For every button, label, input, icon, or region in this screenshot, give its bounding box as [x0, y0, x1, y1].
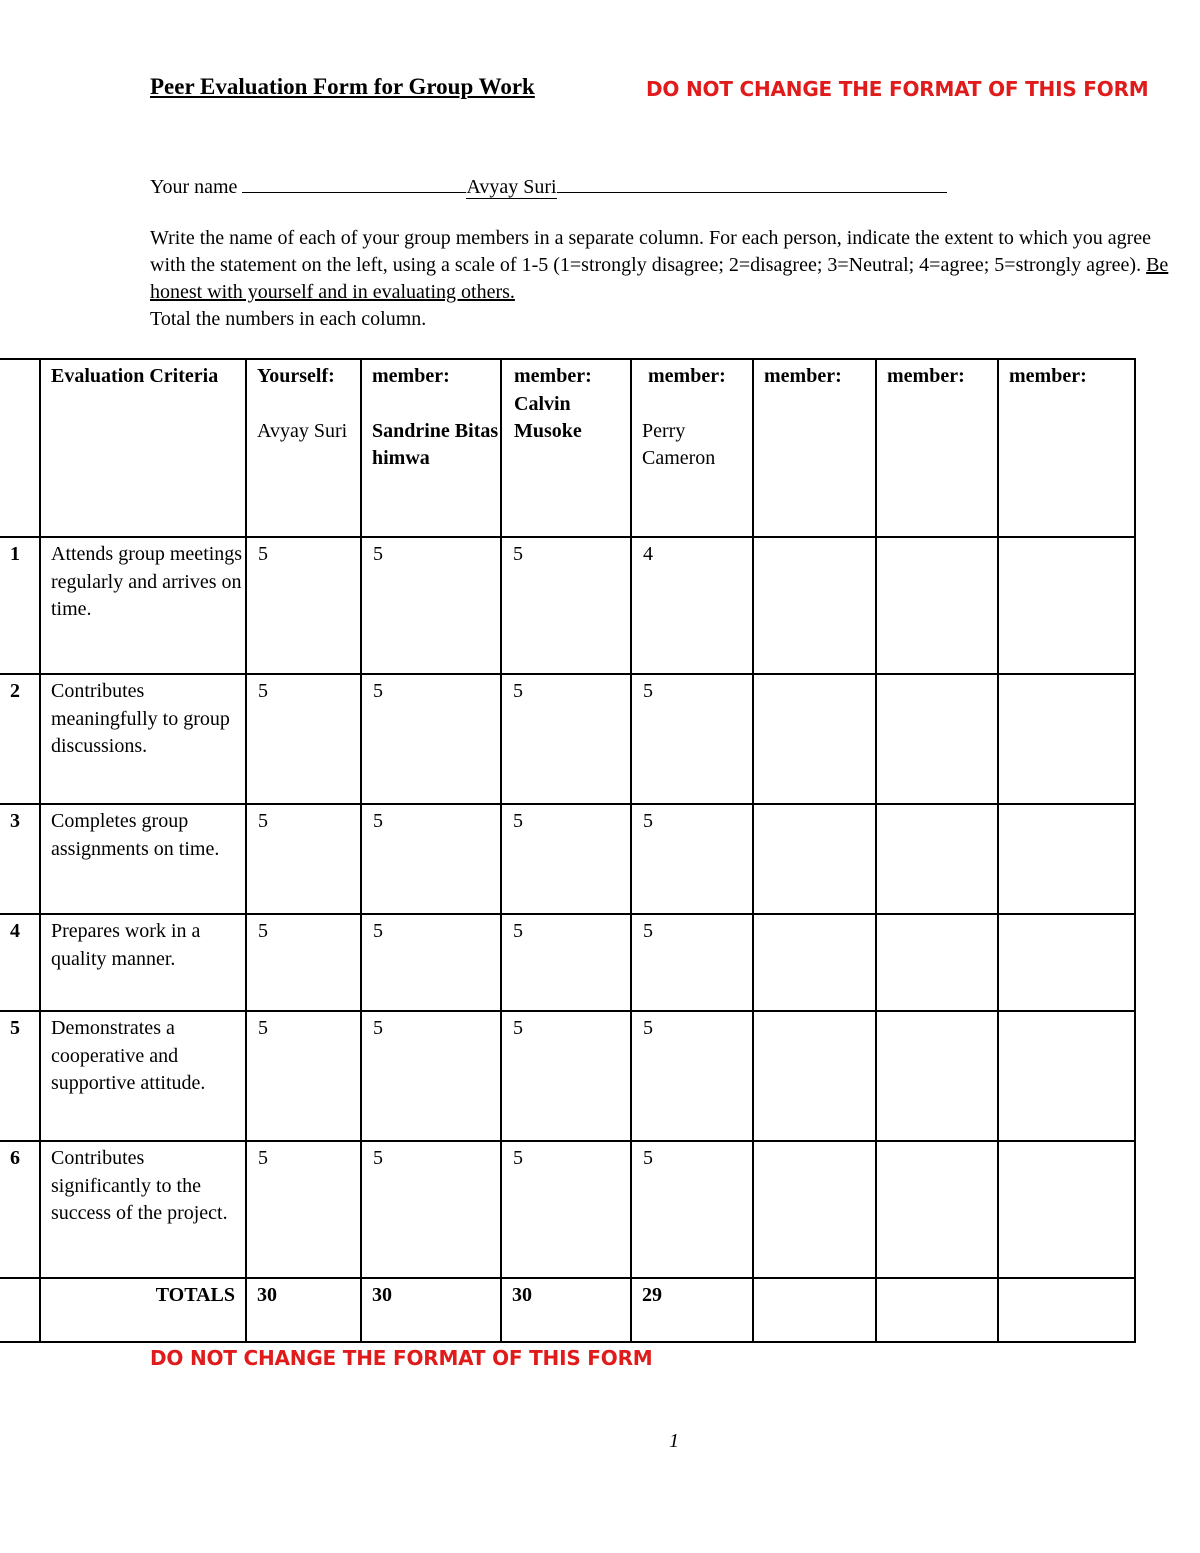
member-name[interactable]: Avyay Suri [257, 419, 348, 442]
criterion-number: 4 [0, 914, 40, 1011]
score-cell[interactable]: 5 [631, 804, 753, 914]
column-header [361, 359, 501, 537]
column-header [631, 359, 753, 537]
page-number: 1 [669, 1430, 679, 1452]
total-cell[interactable]: 30 [246, 1278, 361, 1342]
instructions [150, 225, 1180, 333]
column-label: member: [372, 365, 450, 387]
column-label[interactable]: member: Calvin Musoke [514, 365, 592, 442]
total-cell[interactable]: 29 [631, 1278, 753, 1342]
total-cell[interactable] [998, 1278, 1135, 1342]
score-cell[interactable]: 5 [631, 914, 753, 1011]
format-warning-bottom: DO NOT CHANGE THE FORMAT OF THIS FORM [150, 1346, 653, 1370]
column-label: member: [887, 365, 965, 387]
member-name[interactable]: Perry Cameron [642, 419, 716, 469]
column-header [876, 359, 998, 537]
score-cell[interactable] [876, 537, 998, 674]
score-cell[interactable] [753, 914, 876, 1011]
instructions-total-note: Total the numbers in each column. [150, 308, 427, 330]
instructions-text: Write the name of each of your group members in a separate column. For each person, indicate the extent to which you agree with the statement on the left, using a scale of 1-5 (1=strongly disagree; 2=disagree; 3=Neutral; 4=agree; 5=strongly agree). [150, 227, 1152, 276]
column-header [246, 359, 361, 537]
score-cell[interactable] [753, 1141, 876, 1278]
totals-num-cell [0, 1278, 40, 1342]
score-cell[interactable]: 5 [246, 674, 361, 804]
score-cell[interactable]: 5 [501, 1141, 631, 1278]
criterion-text: Demonstrates a cooperative and supportive attitude. [40, 1011, 246, 1141]
instructions-honesty: Be honest with yourself and in evaluating others. [150, 254, 1169, 303]
criterion-text: Contributes meaningfully to group discussions. [40, 674, 246, 804]
score-cell[interactable]: 5 [361, 1141, 501, 1278]
score-cell[interactable]: 5 [246, 537, 361, 674]
table-row [0, 804, 1135, 914]
score-cell[interactable] [753, 674, 876, 804]
evaluation-table [0, 358, 1136, 1343]
total-cell[interactable] [753, 1278, 876, 1342]
score-cell[interactable] [998, 674, 1135, 804]
score-cell[interactable]: 5 [631, 674, 753, 804]
score-cell[interactable]: 5 [361, 914, 501, 1011]
criterion-text: Completes group assignments on time. [40, 804, 246, 914]
criterion-text: Contributes significantly to the success of the project. [40, 1141, 246, 1278]
score-cell[interactable] [876, 804, 998, 914]
score-cell[interactable]: 5 [246, 914, 361, 1011]
score-cell[interactable]: 5 [631, 1141, 753, 1278]
totals-label: TOTALS [40, 1278, 246, 1342]
criterion-number: 3 [0, 804, 40, 914]
name-blank-left [242, 172, 466, 193]
column-header [998, 359, 1135, 537]
criterion-number: 1 [0, 537, 40, 674]
your-name-line [150, 172, 947, 199]
score-cell[interactable] [753, 537, 876, 674]
score-cell[interactable] [876, 674, 998, 804]
table-row [0, 1011, 1135, 1141]
score-cell[interactable]: 5 [501, 1011, 631, 1141]
score-cell[interactable] [998, 537, 1135, 674]
score-cell[interactable] [998, 914, 1135, 1011]
score-cell[interactable]: 5 [246, 1141, 361, 1278]
score-cell[interactable]: 5 [631, 1011, 753, 1141]
table-row [0, 537, 1135, 674]
score-cell[interactable]: 5 [501, 674, 631, 804]
name-blank-right [557, 172, 947, 193]
score-cell[interactable]: 5 [361, 804, 501, 914]
score-cell[interactable] [753, 1011, 876, 1141]
your-name-label: Your name [150, 176, 243, 198]
score-cell[interactable]: 5 [501, 537, 631, 674]
format-warning-top: DO NOT CHANGE THE FORMAT OF THIS FORM [646, 77, 1149, 101]
total-cell[interactable]: 30 [361, 1278, 501, 1342]
score-cell[interactable]: 5 [246, 804, 361, 914]
column-header [501, 359, 631, 537]
form-title: Peer Evaluation Form for Group Work [150, 74, 535, 99]
score-cell[interactable]: 5 [361, 1011, 501, 1141]
score-cell[interactable] [998, 1011, 1135, 1141]
criteria-header: Evaluation Criteria [40, 359, 246, 537]
your-name-value[interactable]: Avyay Suri [466, 176, 557, 198]
score-cell[interactable] [876, 914, 998, 1011]
member-name[interactable]: Sandrine Bitashimwa [372, 419, 499, 469]
score-cell[interactable]: 5 [501, 804, 631, 914]
total-cell[interactable]: 30 [501, 1278, 631, 1342]
criterion-text: Attends group meetings regularly and arrives on time. [40, 537, 246, 674]
column-label: member: [764, 365, 842, 387]
criterion-number: 5 [0, 1011, 40, 1141]
total-cell[interactable] [876, 1278, 998, 1342]
table-row [0, 914, 1135, 1011]
criterion-number: 6 [0, 1141, 40, 1278]
score-cell[interactable]: 4 [631, 537, 753, 674]
score-cell[interactable]: 5 [361, 537, 501, 674]
totals-row [0, 1278, 1135, 1342]
score-cell[interactable] [753, 804, 876, 914]
table-row [0, 1141, 1135, 1278]
score-cell[interactable] [876, 1011, 998, 1141]
criterion-text: Prepares work in a quality manner. [40, 914, 246, 1011]
score-cell[interactable] [998, 1141, 1135, 1278]
header-num-cell [0, 359, 40, 537]
column-header [753, 359, 876, 537]
score-cell[interactable] [876, 1141, 998, 1278]
score-cell[interactable]: 5 [361, 674, 501, 804]
column-label: Yourself: [257, 365, 335, 387]
score-cell[interactable]: 5 [246, 1011, 361, 1141]
score-cell[interactable]: 5 [501, 914, 631, 1011]
header-row [0, 359, 1135, 537]
score-cell[interactable] [998, 804, 1135, 914]
column-label: member: [648, 365, 726, 387]
table-row [0, 674, 1135, 804]
column-label: member: [1009, 365, 1087, 387]
criterion-number: 2 [0, 674, 40, 804]
